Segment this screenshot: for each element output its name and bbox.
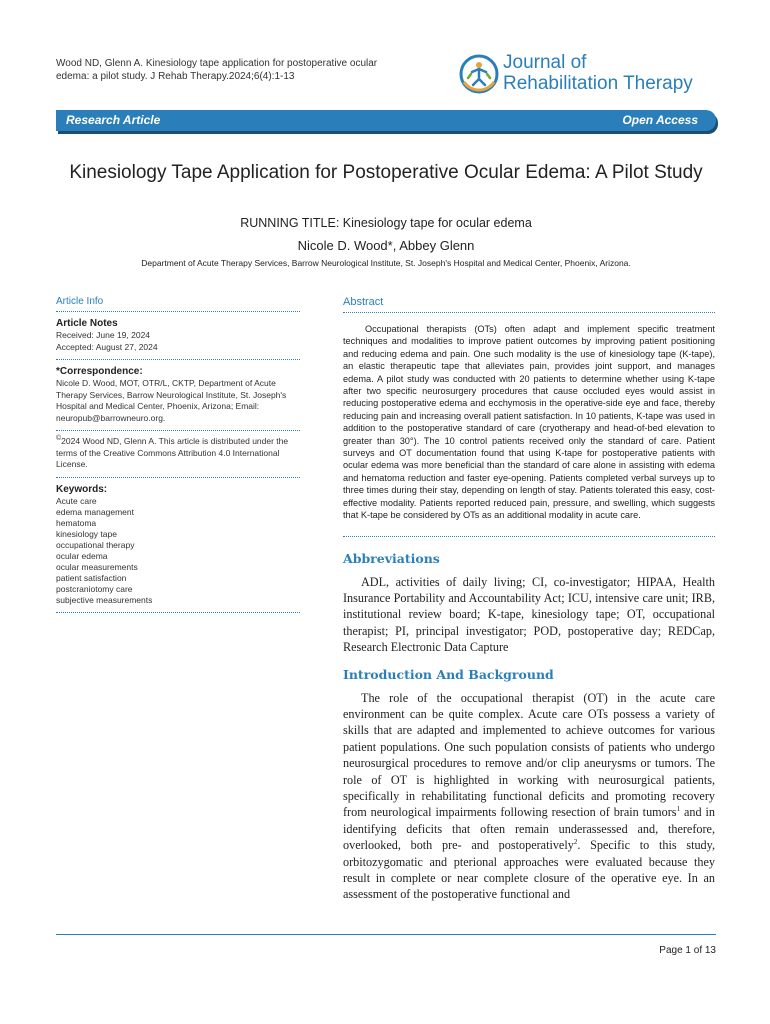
license-block <box>56 431 300 478</box>
correspondence-text: Nicole D. Wood, MOT, OTR/L, CKTP, Department of Acute Therapy Services, Barrow Neurological Institute, St. Joseph's Hospital and Medical Center, Phoenix, Arizona; Email: neuropub@barrowneuro.org. <box>56 378 287 423</box>
keywords-heading: Keywords: <box>56 483 108 495</box>
keyword-item: ocular edema <box>56 550 108 561</box>
keyword-item: patient satisfaction <box>56 572 127 583</box>
intro-part-3: . Specific to this study, orbitozygomatic and pterional approaches were evaluated because they result in complete or near complete closure of the operative eye. In an assessment of the postoperative functional and <box>343 838 715 902</box>
article-type-label: Research Article <box>66 113 161 127</box>
received-date: Received: June 19, 2024 <box>56 330 151 340</box>
correspondence-heading: *Correspondence: <box>56 366 143 377</box>
introduction-heading: Introduction And Background <box>343 666 554 682</box>
keyword-item: subjective measurements <box>56 594 153 605</box>
keywords-block <box>56 478 300 613</box>
keyword-item: kinesiology tape <box>56 528 117 539</box>
license-text: 2024 Wood ND, Glenn A. This article is distributed under the terms of the Creative Commons Attribution 4.0 International License. <box>56 436 289 469</box>
accepted-date: Accepted: August 27, 2024 <box>56 341 158 352</box>
citation-text: Wood ND, Glenn A. Kinesiology tape application for postoperative ocular edema: a pilot study. J Rehab Therapy.2024;6(4):1-13 <box>56 58 378 82</box>
main-column <box>343 296 715 903</box>
article-info-sidebar <box>56 296 300 613</box>
citation-ref-2: 2 <box>573 838 578 847</box>
abstract-heading: Abstract <box>343 296 715 313</box>
article-title: Kinesiology Tape Application for Postoperative Ocular Edema: A Pilot Study <box>69 162 703 183</box>
journal-logo-icon <box>458 52 500 96</box>
author-list: Nicole D. Wood*, Abbey Glenn <box>297 238 475 253</box>
keyword-item: postcraniotomy care <box>56 583 133 594</box>
running-title: RUNNING TITLE: Kinesiology tape for ocular edema <box>240 216 532 230</box>
keyword-list <box>56 496 300 606</box>
open-access-label: Open Access <box>622 113 698 127</box>
affiliation: Department of Acute Therapy Services, Barrow Neurological Institute, St. Joseph's Hospital and Medical Center, Phoenix, Arizona. <box>141 258 631 268</box>
footer-divider <box>56 934 716 935</box>
keyword-item: occupational therapy <box>56 539 135 550</box>
citation-ref-1: 1 <box>676 805 681 814</box>
article-notes-heading: Article Notes <box>56 318 118 329</box>
copyright-symbol: © <box>56 435 62 443</box>
abbreviations-text: ADL, activities of daily living; CI, co-investigator; HIPAA, Health Insurance Portability and Accountability Act; ICU, intensive care unit; IRB, institutional review board; K-tape, kinesiology tape; OT, occupational therapist; PI, principal investigator; POD, postoperative day; REDCap, Research Electronic Data Capture <box>343 574 715 655</box>
article-type-banner <box>56 110 716 131</box>
page-number: Page 1 of 13 <box>659 945 716 956</box>
keyword-item: Acute care <box>56 495 97 506</box>
article-info-heading: Article Info <box>56 296 300 312</box>
keyword-item: edema management <box>56 506 134 517</box>
journal-logo <box>458 52 718 96</box>
journal-name-line2: Rehabilitation Therapy <box>503 73 693 94</box>
keyword-item: hematoma <box>56 517 97 528</box>
journal-name-line1: Journal of <box>503 52 587 73</box>
keyword-item: ocular measurements <box>56 561 138 572</box>
introduction-text <box>343 690 715 903</box>
intro-part-2: and in identifying deficits that often remain underassessed and, therefore, overlooked, both pre- and postoperatively <box>343 805 716 853</box>
abbreviations-heading: Abbreviations <box>343 550 440 566</box>
abstract-text: Occupational therapists (OTs) often adapt and implement specific treatment techniques and modalities to improve patient outcomes by improving patient positioning and reducing edema and pain. One such modality is the use of kinesiology tape (K-tape), an elastic therapeutic tape that alleviates pain, provides joint support, and manages edema. A pilot study was conducted with 20 patients to determine whether using K-tape after two specific neurosurgery procedures that cause occluded eyes would assist in reducing postoperative edema and ecchymosis in the operative-side eye and face, thereby reducing pain and increasing overall patient satisfaction. In 10 patients, K-tape was used in addition to the postoperative standard of care (cryotherapy and head-of-bed elevation to greater than 30°). The 10 control patients received only the standard of care. Patient surveys and OT documentation found that using K-tape for postoperative patients with ocular edema was more beneficial than the standard of care alone in assisting with edema and hematoma reduction and faster eye-opening. Patients completed verbal surveys up to three times during their stay, depending on length of stay. Patients tolerated this easy, cost-effective modality. Patients reported reduced pain, pressure, and swelling, which suggests that K-tape be considered by OTs as an additional modality in acute care. <box>343 324 715 521</box>
correspondence-block <box>56 360 300 431</box>
intro-part-1: The role of the occupational therapist (OT) in the acute care environment can be quite complex. Acute care OTs possess a variety of skills that are adapted and implemented to achieve outcomes for various patient populations. One such population consists of patients who undergo neurosurgical procedures to remove and/or clip aneurysms or tumors. The role of OT is highlighted in working with neurosurgical patients, specifically in rehabilitating functional deficits and promoting recovery from neurological impairments following resection of brain tumors <box>343 690 715 820</box>
abstract-divider <box>343 536 715 537</box>
article-notes-block <box>56 312 300 360</box>
